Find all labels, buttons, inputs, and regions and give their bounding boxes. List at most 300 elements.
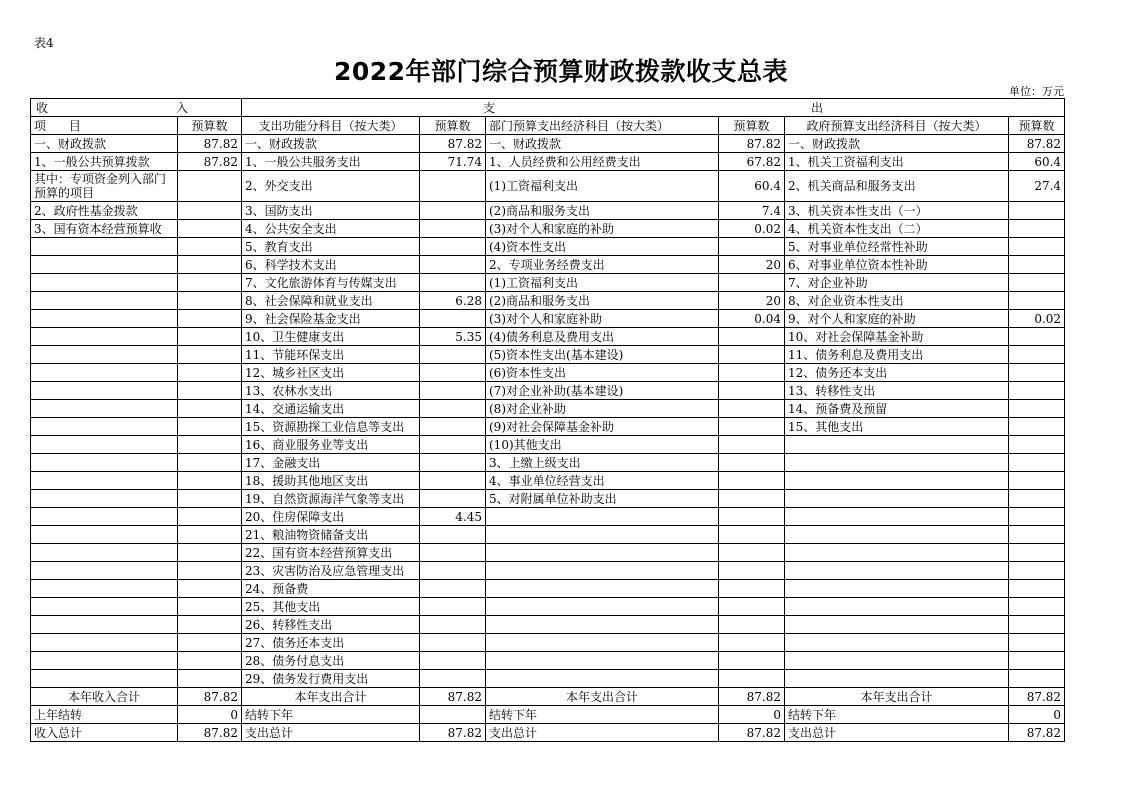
income-item-cell — [31, 346, 178, 364]
income-amount-cell — [178, 436, 242, 454]
dept-amount-cell: 0 — [719, 706, 785, 724]
func-amount-cell — [420, 580, 486, 598]
gov-amount-cell — [1009, 454, 1065, 472]
income-item-cell — [31, 418, 178, 436]
income-item-cell — [31, 400, 178, 418]
income-amount-cell — [178, 256, 242, 274]
dept-item-cell: 一、财政拨款 — [486, 135, 719, 153]
income-item-cell: 2、政府性基金拨款 — [31, 202, 178, 220]
table-row — [31, 580, 1065, 598]
gov-amount-cell — [1009, 328, 1065, 346]
income-amount-cell — [178, 580, 242, 598]
func-item-cell: 21、粮油物资储备支出 — [242, 526, 420, 544]
gov-item-cell: 4、机关资本性支出（二） — [785, 220, 1009, 238]
table-row — [31, 418, 1065, 436]
func-item-cell: 一、财政拨款 — [242, 135, 420, 153]
func-item-cell: 13、农林水支出 — [242, 382, 420, 400]
income-item-cell — [31, 274, 178, 292]
func-amount-cell — [420, 544, 486, 562]
table-row — [31, 400, 1065, 418]
income-item-cell — [31, 490, 178, 508]
dept-amount-cell — [719, 544, 785, 562]
dept-item-cell — [486, 598, 719, 616]
table-number: 表4 — [34, 36, 54, 50]
dept-amount-cell: 60.4 — [719, 171, 785, 202]
dept-item-cell — [486, 634, 719, 652]
dept-item-cell: (2)商品和服务支出 — [486, 292, 719, 310]
income-amount-cell — [178, 292, 242, 310]
func-item-cell: 7、文化旅游体育与传媒支出 — [242, 274, 420, 292]
dept-item-cell: (5)资本性支出(基本建设) — [486, 346, 719, 364]
dept-item-cell: 本年支出合计 — [486, 688, 719, 706]
gov-amount-cell — [1009, 400, 1065, 418]
dept-amount-cell — [719, 400, 785, 418]
func-amount-cell: 5.35 — [420, 328, 486, 346]
total-row — [31, 688, 1065, 706]
dept-amount-cell: 87.82 — [719, 724, 785, 742]
func-item-cell: 24、预备费 — [242, 580, 420, 598]
column-header-row — [31, 117, 1065, 135]
table-row — [31, 598, 1065, 616]
col-header-gov: 政府预算支出经济科目（按大类） — [785, 117, 1009, 135]
income-amount-cell — [178, 202, 242, 220]
dept-amount-cell: 87.82 — [719, 688, 785, 706]
func-item-cell: 20、住房保障支出 — [242, 508, 420, 526]
gov-amount-cell — [1009, 616, 1065, 634]
dept-item-cell: 1、人员经费和公用经费支出 — [486, 153, 719, 171]
func-amount-cell — [420, 598, 486, 616]
gov-item-cell — [785, 472, 1009, 490]
dept-item-cell: (4)债务利息及费用支出 — [486, 328, 719, 346]
func-item-cell: 14、交通运输支出 — [242, 400, 420, 418]
gov-item-cell: 支出总计 — [785, 724, 1009, 742]
income-header-char2: 入 — [175, 100, 188, 115]
func-amount-cell — [420, 274, 486, 292]
gov-amount-cell — [1009, 346, 1065, 364]
income-amount-cell — [178, 328, 242, 346]
gov-item-cell: 8、对企业资本性支出 — [785, 292, 1009, 310]
table-row — [31, 153, 1065, 171]
dept-amount-cell: 20 — [719, 256, 785, 274]
func-item-cell: 17、金融支出 — [242, 454, 420, 472]
dept-item-cell: (9)对社会保障基金补助 — [486, 418, 719, 436]
gov-item-cell: 1、机关工资福利支出 — [785, 153, 1009, 171]
func-item-cell: 12、城乡社区支出 — [242, 364, 420, 382]
func-item-cell: 9、社会保险基金支出 — [242, 310, 420, 328]
dept-item-cell — [486, 562, 719, 580]
gov-amount-cell — [1009, 418, 1065, 436]
income-amount-cell: 87.82 — [178, 724, 242, 742]
income-amount-cell — [178, 346, 242, 364]
dept-amount-cell — [719, 418, 785, 436]
dept-amount-cell: 0.02 — [719, 220, 785, 238]
col-header-dept: 部门预算支出经济科目（按大类） — [486, 117, 719, 135]
income-amount-cell — [178, 670, 242, 688]
func-item-cell: 结转下年 — [242, 706, 420, 724]
table-row — [31, 436, 1065, 454]
income-amount-cell: 87.82 — [178, 135, 242, 153]
func-item-cell: 4、公共安全支出 — [242, 220, 420, 238]
income-amount-cell — [178, 652, 242, 670]
func-item-cell: 本年支出合计 — [242, 688, 420, 706]
dept-amount-cell — [719, 346, 785, 364]
expense-section-header — [242, 99, 1065, 117]
dept-item-cell: (6)资本性支出 — [486, 364, 719, 382]
func-item-cell: 26、转移性支出 — [242, 616, 420, 634]
table-row — [31, 135, 1065, 153]
dept-amount-cell — [719, 490, 785, 508]
income-item-cell — [31, 670, 178, 688]
func-item-cell: 6、科学技术支出 — [242, 256, 420, 274]
income-amount-cell — [178, 490, 242, 508]
dept-item-cell: (10)其他支出 — [486, 436, 719, 454]
income-item-cell — [31, 634, 178, 652]
gov-amount-cell — [1009, 508, 1065, 526]
income-amount-cell — [178, 364, 242, 382]
gov-amount-cell — [1009, 652, 1065, 670]
income-item-cell — [31, 562, 178, 580]
income-item-cell — [31, 616, 178, 634]
dept-item-cell: (7)对企业补助(基本建设) — [486, 382, 719, 400]
gov-amount-cell — [1009, 274, 1065, 292]
dept-amount-cell: 0.04 — [719, 310, 785, 328]
income-item-cell — [31, 544, 178, 562]
dept-item-cell: 2、专项业务经费支出 — [486, 256, 719, 274]
func-item-cell: 8、社会保障和就业支出 — [242, 292, 420, 310]
gov-item-cell: 12、债务还本支出 — [785, 364, 1009, 382]
table-row — [31, 526, 1065, 544]
gov-item-cell — [785, 634, 1009, 652]
gov-amount-cell — [1009, 526, 1065, 544]
income-item-cell — [31, 652, 178, 670]
func-item-cell: 10、卫生健康支出 — [242, 328, 420, 346]
col-header-amount: 预算数 — [1009, 117, 1065, 135]
table-row — [31, 274, 1065, 292]
gov-item-cell: 3、机关资本性支出（一） — [785, 202, 1009, 220]
income-item-cell — [31, 256, 178, 274]
income-amount-cell — [178, 238, 242, 256]
gov-item-cell: 15、其他支出 — [785, 418, 1009, 436]
income-item-cell — [31, 598, 178, 616]
income-amount-cell — [178, 310, 242, 328]
gov-item-cell: 10、对社会保障基金补助 — [785, 328, 1009, 346]
income-amount-cell — [178, 526, 242, 544]
table-row — [31, 202, 1065, 220]
gov-item-cell: 5、对事业单位经常性补助 — [785, 238, 1009, 256]
table-row — [31, 670, 1065, 688]
dept-amount-cell: 67.82 — [719, 153, 785, 171]
dept-item-cell: 支出总计 — [486, 724, 719, 742]
func-amount-cell — [420, 171, 486, 202]
income-amount-cell — [178, 171, 242, 202]
gov-item-cell — [785, 454, 1009, 472]
dept-amount-cell — [719, 454, 785, 472]
func-item-cell: 18、援助其他地区支出 — [242, 472, 420, 490]
income-amount-cell — [178, 400, 242, 418]
dept-amount-cell — [719, 274, 785, 292]
func-item-cell: 16、商业服务业等支出 — [242, 436, 420, 454]
dept-amount-cell — [719, 382, 785, 400]
gov-amount-cell: 27.4 — [1009, 171, 1065, 202]
dept-amount-cell: 87.82 — [719, 135, 785, 153]
gov-item-cell: 9、对个人和家庭的补助 — [785, 310, 1009, 328]
income-amount-cell — [178, 562, 242, 580]
dept-item-cell: (1)工资福利支出 — [486, 274, 719, 292]
dept-item-cell — [486, 508, 719, 526]
gov-item-cell — [785, 526, 1009, 544]
dept-item-cell: (3)对个人和家庭的补助 — [486, 220, 719, 238]
dept-item-cell — [486, 670, 719, 688]
gov-item-cell: 13、转移性支出 — [785, 382, 1009, 400]
func-item-cell: 1、一般公共服务支出 — [242, 153, 420, 171]
gov-item-cell — [785, 490, 1009, 508]
gov-amount-cell — [1009, 598, 1065, 616]
func-amount-cell — [420, 634, 486, 652]
func-item-cell: 5、教育支出 — [242, 238, 420, 256]
dept-item-cell: (1)工资福利支出 — [486, 171, 719, 202]
dept-amount-cell — [719, 634, 785, 652]
income-item-cell — [31, 382, 178, 400]
gov-amount-cell — [1009, 670, 1065, 688]
income-item-cell — [31, 328, 178, 346]
income-item-cell — [31, 436, 178, 454]
gov-amount-cell — [1009, 238, 1065, 256]
gov-amount-cell: 87.82 — [1009, 135, 1065, 153]
gov-item-cell: 2、机关商品和服务支出 — [785, 171, 1009, 202]
gov-item-cell: 14、预备费及预留 — [785, 400, 1009, 418]
func-amount-cell — [420, 706, 486, 724]
table-row — [31, 328, 1065, 346]
gov-item-cell — [785, 544, 1009, 562]
func-amount-cell — [420, 202, 486, 220]
gov-item-cell — [785, 670, 1009, 688]
income-item-cell: 本年收入合计 — [31, 688, 178, 706]
func-amount-cell: 87.82 — [420, 724, 486, 742]
gov-amount-cell — [1009, 220, 1065, 238]
income-item-cell: 其中：专项资金列入部门预算的项目 — [31, 171, 178, 202]
func-item-cell: 19、自然资源海洋气象等支出 — [242, 490, 420, 508]
expense-header-char2: 出 — [811, 100, 824, 115]
table-row — [31, 634, 1065, 652]
gov-amount-cell — [1009, 292, 1065, 310]
income-amount-cell — [178, 472, 242, 490]
dept-item-cell — [486, 616, 719, 634]
gov-amount-cell: 87.82 — [1009, 724, 1065, 742]
income-item-cell — [31, 508, 178, 526]
gov-item-cell — [785, 436, 1009, 454]
table-row — [31, 346, 1065, 364]
table-row — [31, 256, 1065, 274]
income-item-cell: 1、一般公共预算拨款 — [31, 153, 178, 171]
income-amount-cell: 87.82 — [178, 688, 242, 706]
income-amount-cell — [178, 598, 242, 616]
income-amount-cell — [178, 616, 242, 634]
dept-item-cell — [486, 544, 719, 562]
gov-item-cell — [785, 598, 1009, 616]
func-amount-cell — [420, 436, 486, 454]
func-amount-cell — [420, 382, 486, 400]
func-amount-cell — [420, 256, 486, 274]
dept-amount-cell — [719, 562, 785, 580]
dept-amount-cell: 7.4 — [719, 202, 785, 220]
dept-amount-cell — [719, 652, 785, 670]
income-item-cell — [31, 310, 178, 328]
gov-item-cell: 6、对事业单位资本性补助 — [785, 256, 1009, 274]
gov-amount-cell — [1009, 382, 1065, 400]
income-item-cell — [31, 526, 178, 544]
func-item-cell: 3、国防支出 — [242, 202, 420, 220]
table-row — [31, 171, 1065, 202]
table-row — [31, 292, 1065, 310]
func-item-cell: 29、债务发行费用支出 — [242, 670, 420, 688]
gov-amount-cell — [1009, 364, 1065, 382]
gov-amount-cell — [1009, 544, 1065, 562]
func-amount-cell — [420, 670, 486, 688]
income-amount-cell — [178, 544, 242, 562]
col-header-item: 项 目 — [31, 117, 178, 135]
func-amount-cell — [420, 346, 486, 364]
income-amount-cell — [178, 418, 242, 436]
func-amount-cell: 4.45 — [420, 508, 486, 526]
gov-item-cell: 结转下年 — [785, 706, 1009, 724]
income-item-cell — [31, 238, 178, 256]
dept-item-cell: 结转下年 — [486, 706, 719, 724]
table-row — [31, 508, 1065, 526]
func-amount-cell: 87.82 — [420, 688, 486, 706]
dept-item-cell — [486, 580, 719, 598]
gov-amount-cell — [1009, 634, 1065, 652]
func-amount-cell — [420, 472, 486, 490]
dept-amount-cell — [719, 436, 785, 454]
table-row — [31, 364, 1065, 382]
unit-label: 单位：万元 — [1009, 85, 1064, 98]
dept-item-cell: 4、事业单位经营支出 — [486, 472, 719, 490]
func-item-cell: 25、其他支出 — [242, 598, 420, 616]
func-amount-cell — [420, 652, 486, 670]
table-row — [31, 220, 1065, 238]
dept-amount-cell — [719, 364, 785, 382]
gov-amount-cell: 0.02 — [1009, 310, 1065, 328]
table-row — [31, 472, 1065, 490]
dept-item-cell: (2)商品和服务支出 — [486, 202, 719, 220]
dept-item-cell: (4)资本性支出 — [486, 238, 719, 256]
gov-amount-cell: 0 — [1009, 706, 1065, 724]
func-amount-cell — [420, 616, 486, 634]
func-item-cell: 支出总计 — [242, 724, 420, 742]
table-row — [31, 490, 1065, 508]
func-amount-cell: 87.82 — [420, 135, 486, 153]
func-amount-cell: 6.28 — [420, 292, 486, 310]
income-item-cell — [31, 472, 178, 490]
gov-item-cell: 本年支出合计 — [785, 688, 1009, 706]
func-item-cell: 27、债务还本支出 — [242, 634, 420, 652]
dept-amount-cell — [719, 508, 785, 526]
budget-table — [30, 98, 1065, 742]
dept-amount-cell — [719, 670, 785, 688]
gov-item-cell: 7、对企业补助 — [785, 274, 1009, 292]
col-header-amount: 预算数 — [719, 117, 785, 135]
gov-amount-cell — [1009, 580, 1065, 598]
dept-item-cell — [486, 652, 719, 670]
income-amount-cell — [178, 508, 242, 526]
table-row — [31, 652, 1065, 670]
dept-item-cell: (8)对企业补助 — [486, 400, 719, 418]
func-amount-cell — [420, 526, 486, 544]
func-amount-cell — [420, 400, 486, 418]
table-row — [31, 562, 1065, 580]
income-item-cell — [31, 454, 178, 472]
gov-amount-cell: 60.4 — [1009, 153, 1065, 171]
func-item-cell: 22、国有资本经营预算支出 — [242, 544, 420, 562]
func-item-cell: 28、债务付息支出 — [242, 652, 420, 670]
income-section-header — [31, 99, 242, 117]
gov-item-cell — [785, 508, 1009, 526]
dept-item-cell: (3)对个人和家庭补助 — [486, 310, 719, 328]
dept-amount-cell: 20 — [719, 292, 785, 310]
table-row — [31, 382, 1065, 400]
func-item-cell: 15、资源勘探工业信息等支出 — [242, 418, 420, 436]
func-amount-cell — [420, 220, 486, 238]
expense-header-char1: 支 — [483, 100, 496, 115]
table-row — [31, 454, 1065, 472]
func-amount-cell — [420, 454, 486, 472]
gov-item-cell — [785, 652, 1009, 670]
income-amount-cell: 0 — [178, 706, 242, 724]
income-amount-cell: 87.82 — [178, 153, 242, 171]
gov-amount-cell — [1009, 562, 1065, 580]
table-row — [31, 544, 1065, 562]
income-item-cell: 3、国有资本经营预算收 — [31, 220, 178, 238]
col-header-amount: 预算数 — [420, 117, 486, 135]
func-amount-cell — [420, 238, 486, 256]
dept-amount-cell — [719, 328, 785, 346]
func-amount-cell: 71.74 — [420, 153, 486, 171]
col-header-amount: 预算数 — [178, 117, 242, 135]
section-header-row — [31, 99, 1065, 117]
dept-amount-cell — [719, 472, 785, 490]
dept-amount-cell — [719, 616, 785, 634]
dept-item-cell: 3、上缴上级支出 — [486, 454, 719, 472]
dept-amount-cell — [719, 238, 785, 256]
gov-item-cell: 一、财政拨款 — [785, 135, 1009, 153]
income-item-cell — [31, 292, 178, 310]
gov-amount-cell — [1009, 202, 1065, 220]
table-row — [31, 616, 1065, 634]
dept-amount-cell — [719, 526, 785, 544]
gov-item-cell — [785, 580, 1009, 598]
func-item-cell: 11、节能环保支出 — [242, 346, 420, 364]
total-row — [31, 724, 1065, 742]
gov-amount-cell — [1009, 436, 1065, 454]
income-item-cell — [31, 580, 178, 598]
gov-item-cell: 11、债务利息及费用支出 — [785, 346, 1009, 364]
income-item-cell: 一、财政拨款 — [31, 135, 178, 153]
total-row — [31, 706, 1065, 724]
dept-item-cell: 5、对附属单位补助支出 — [486, 490, 719, 508]
gov-item-cell — [785, 562, 1009, 580]
gov-amount-cell — [1009, 472, 1065, 490]
income-item-cell — [31, 364, 178, 382]
income-item-cell: 收入总计 — [31, 724, 178, 742]
gov-amount-cell — [1009, 256, 1065, 274]
func-amount-cell — [420, 490, 486, 508]
func-amount-cell — [420, 310, 486, 328]
table-row — [31, 310, 1065, 328]
dept-amount-cell — [719, 598, 785, 616]
table-row — [31, 238, 1065, 256]
gov-item-cell — [785, 616, 1009, 634]
func-item-cell: 2、外交支出 — [242, 171, 420, 202]
